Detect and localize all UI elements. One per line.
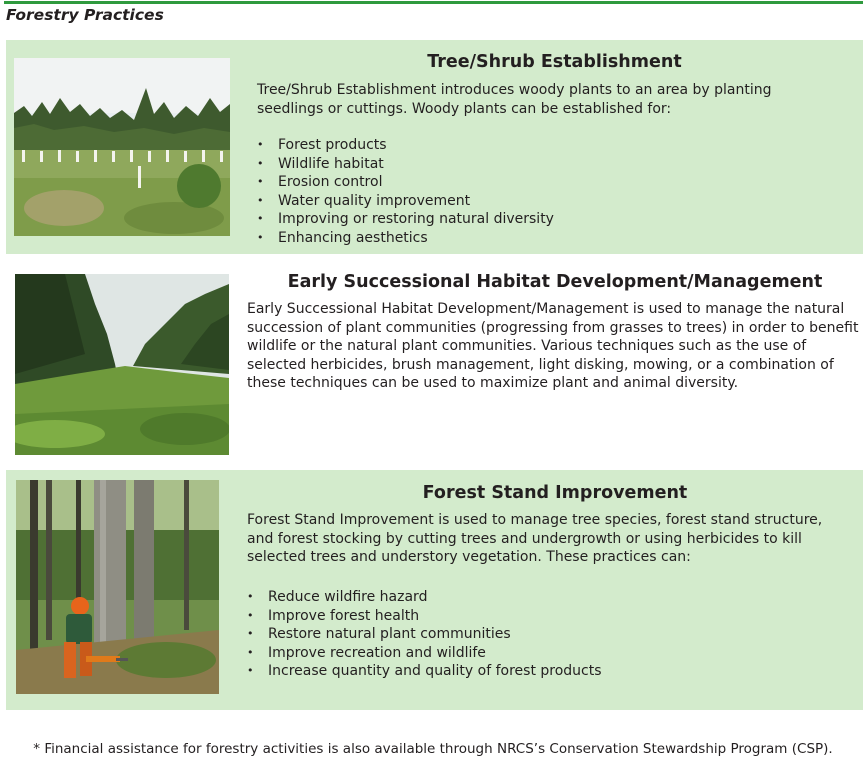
section-heading: Forestry Practices (6, 6, 164, 24)
panel-intro: Tree/Shrub Establishment introduces woody plants to an area by planting seedlings or cuttings. Woody plants can be established for: (257, 82, 772, 117)
panel-title: Tree/Shrub Establishment (427, 52, 682, 72)
tree-planting-photo (14, 58, 230, 236)
panel-intro: Early Successional Habitat Development/Management is used to manage the natural succession of plant communities (progressing from grasses to trees) in order to benefit wildlife or the natural plant communities. Various techniques such as the use of selected herbicides, brush management, light disking, mowing, or a combination of these techniques can be used to maximize plant and animal diversity. (247, 301, 859, 391)
panel-tree-shrub-establishment (6, 40, 863, 254)
list-item: • Forest products (257, 136, 847, 155)
list-item: • Restore natural plant communities (247, 625, 847, 644)
list-item: • Wildlife habitat (257, 155, 847, 174)
top-rule (4, 1, 863, 4)
list-item: • Increase quantity and quality of forest products (247, 662, 847, 681)
list-item: • Enhancing aesthetics (257, 229, 847, 248)
footnote: * Financial assistance for forestry activities is also available through NRCS’s Conservation Stewardship Program (CSP). (33, 741, 833, 757)
panel-intro: Forest Stand Improvement is used to manage tree species, forest stand structure, and forest stocking by cutting trees and undergrowth or using herbicides to kill selected trees and understory vegetation. These practices can: (247, 512, 823, 565)
panel-early-successional-habitat (6, 268, 863, 460)
list-item: • Reduce wildfire hazard (247, 588, 847, 607)
list-item: • Water quality improvement (257, 192, 847, 211)
panel-forest-stand-improvement (6, 470, 863, 710)
chainsaw-worker-photo (16, 480, 219, 694)
panel-title: Forest Stand Improvement (422, 483, 688, 503)
list-item: • Erosion control (257, 173, 847, 192)
list-item: • Improving or restoring natural diversity (257, 210, 847, 229)
meadow-habitat-photo (15, 274, 229, 455)
benefits-list (257, 136, 847, 247)
panel-title: Early Successional Habitat Development/Management (287, 272, 823, 292)
list-item: • Improve forest health (247, 607, 847, 626)
practices-list (247, 588, 847, 681)
list-item: • Improve recreation and wildlife (247, 644, 847, 663)
